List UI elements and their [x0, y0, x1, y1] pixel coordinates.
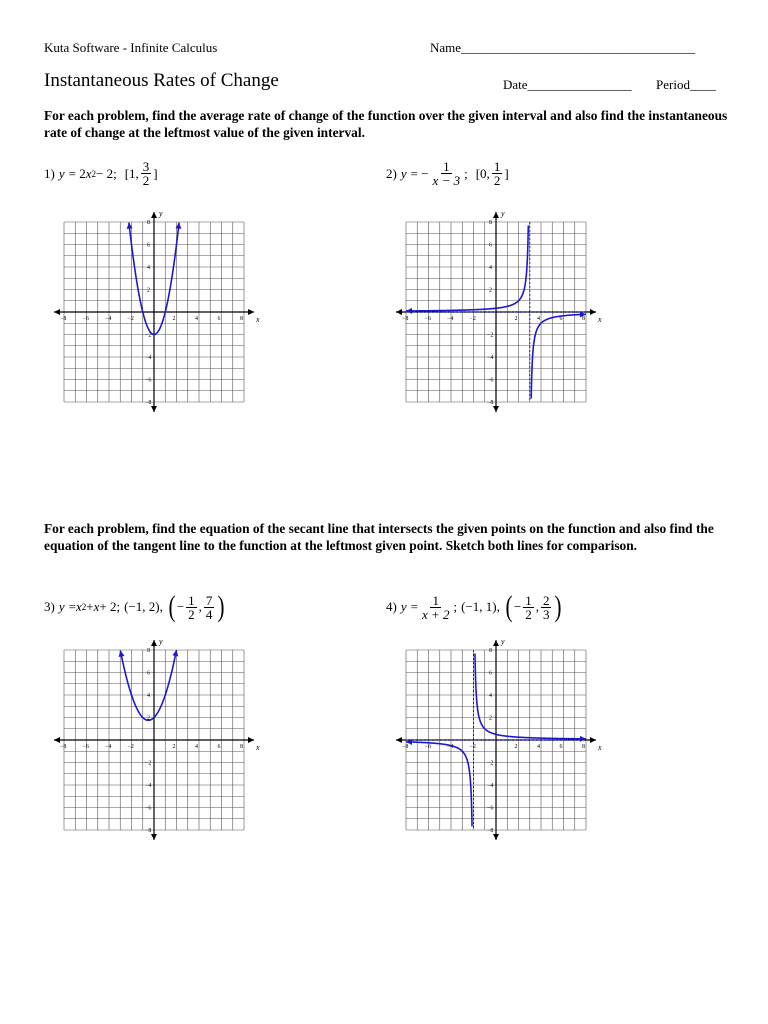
x-axis-arrow-right	[248, 737, 254, 743]
x-tick-label: 4	[195, 316, 198, 322]
y-axis-arrow-up	[493, 212, 499, 218]
x-tick-label: 4	[537, 316, 540, 322]
graph-2	[394, 208, 606, 424]
y-tick-label: −8	[145, 400, 152, 406]
function-fraction	[431, 160, 463, 187]
denominator: 2	[188, 606, 195, 622]
y-tick-label: 6	[147, 670, 150, 677]
page-title: Instantaneous Rates of Change	[44, 70, 279, 91]
denominator: 3	[542, 606, 550, 622]
denominator: 2	[493, 173, 501, 188]
point-2-y	[204, 594, 215, 621]
x-axis-label: x	[598, 315, 602, 324]
rhs: =	[410, 599, 418, 614]
point-1: (−1, 1),	[461, 599, 500, 614]
graph-4	[394, 636, 606, 852]
var: x	[93, 599, 100, 614]
point-2-x	[186, 594, 197, 621]
x-axis-arrow-right	[590, 737, 596, 743]
rhs: = 2	[68, 165, 86, 181]
lhs: y	[400, 165, 407, 181]
x-tick-label: 2	[172, 316, 176, 322]
software-name: Kuta Software - Infinite Calculus	[44, 40, 218, 55]
curve-arrow	[580, 736, 586, 742]
minus: −	[176, 599, 185, 614]
y-tick-label: 8	[147, 648, 150, 654]
x-tick-label: −2	[469, 744, 476, 750]
x-tick-label: 2	[514, 744, 518, 750]
problem-number: 3)	[44, 599, 55, 614]
numerator: 1	[432, 592, 439, 608]
numerator: 3	[142, 159, 150, 174]
function-curve	[531, 314, 586, 398]
numerator: 1	[188, 592, 195, 608]
problem-number: 4)	[386, 599, 397, 614]
x-tick-label: −8	[60, 744, 67, 750]
lhs: y	[58, 599, 65, 614]
y-tick-label: −4	[145, 355, 152, 361]
y-tick-label: 2	[147, 287, 150, 294]
date-field[interactable]	[503, 77, 632, 93]
y-tick-label: −6	[145, 377, 152, 384]
y-tick-label: −6	[145, 805, 152, 812]
y-tick-label: −8	[487, 400, 494, 406]
period-label: Period	[656, 77, 690, 92]
numerator: 1	[443, 159, 450, 174]
y-axis-arrow-up	[151, 640, 157, 646]
x-tick-label: 6	[559, 744, 563, 750]
var: x	[75, 599, 82, 614]
problem-number: 2)	[386, 165, 397, 181]
y-tick-label: −4	[487, 783, 494, 789]
x-tick-label: 2	[172, 744, 176, 750]
denominator: 4	[205, 606, 213, 622]
numerator: 2	[542, 592, 550, 608]
name-field[interactable]	[430, 40, 695, 56]
interval-fraction	[141, 160, 152, 187]
x-tick-label: −6	[82, 316, 89, 322]
rhs: =	[68, 599, 76, 614]
rhs: +	[86, 599, 94, 614]
x-axis-arrow-right	[248, 309, 254, 315]
point-2-x	[523, 594, 534, 621]
rhs: − 2;	[96, 165, 117, 181]
name-line: ____________________________________	[461, 40, 696, 55]
problem-number: 1)	[44, 165, 55, 181]
x-axis-arrow-left	[54, 737, 60, 743]
interval-close: ]	[504, 165, 509, 181]
comma: ,	[198, 599, 202, 614]
instructions-part1: For each problem, find the average rate of change of the function over the given interval and also find the instantaneous rate of change at the leftmost value of the given interval.	[44, 108, 728, 140]
y-tick-label: 4	[147, 265, 150, 271]
denominator: 2	[525, 606, 532, 622]
lhs: y	[58, 165, 65, 181]
y-tick-label: 4	[489, 265, 492, 271]
y-tick-label: 2	[147, 715, 150, 722]
date-line: ________________	[527, 77, 632, 92]
y-axis-label: y	[159, 209, 163, 218]
x-tick-label: 8	[240, 316, 243, 322]
period-field[interactable]	[656, 77, 716, 93]
y-axis-label: y	[501, 637, 505, 646]
problem-3: 3) y = x 2 + x + 2; (−1, 2), ( − $\frac{1}{2}$ , $\frac{7}{4}$ )	[44, 590, 225, 623]
denominator: x + 2	[421, 606, 450, 622]
denominator: 2	[142, 173, 150, 188]
graph-1	[52, 208, 264, 424]
x-tick-label: −4	[105, 316, 112, 322]
numerator: 7	[205, 592, 213, 608]
y-tick-label: −6	[487, 377, 494, 384]
y-axis-arrow-down	[151, 406, 157, 412]
point-2-y	[541, 594, 552, 621]
x-tick-label: −2	[127, 744, 134, 750]
x-tick-label: −4	[447, 744, 454, 750]
y-tick-label: 8	[489, 648, 492, 654]
y-tick-label: 6	[147, 242, 150, 249]
y-tick-label: 6	[489, 242, 492, 249]
x-tick-label: 4	[195, 744, 198, 750]
x-axis-arrow-right	[590, 309, 596, 315]
separator: ;	[453, 599, 458, 614]
separator: ;	[464, 165, 468, 181]
problem-1	[44, 160, 158, 187]
y-tick-label: 4	[489, 693, 492, 699]
x-tick-label: 8	[582, 744, 585, 750]
x-tick-label: −4	[105, 744, 112, 750]
minus: −	[513, 599, 522, 614]
function-curve	[120, 650, 176, 720]
x-tick-label: 6	[217, 744, 221, 750]
graph-3	[52, 636, 264, 852]
interval-open: [1,	[124, 165, 139, 181]
y-tick-label: 6	[489, 670, 492, 677]
y-axis-label: y	[501, 209, 505, 218]
var: x	[85, 165, 92, 181]
x-axis-label: x	[256, 315, 260, 324]
function-fraction	[420, 594, 452, 621]
x-tick-label: 2	[514, 316, 518, 322]
numerator: 1	[493, 159, 501, 174]
x-tick-label: −6	[82, 744, 89, 750]
comma: ,	[535, 599, 539, 614]
x-tick-label: −8	[402, 316, 409, 322]
x-tick-label: −2	[469, 316, 476, 322]
y-tick-label: −4	[145, 783, 152, 789]
x-tick-label: 8	[240, 744, 243, 750]
y-tick-label: −2	[145, 332, 152, 339]
y-tick-label: 8	[489, 220, 492, 226]
denominator: x − 3	[432, 173, 461, 188]
numerator: 1	[525, 592, 532, 608]
y-tick-label: 2	[489, 287, 492, 294]
x-axis-label: x	[598, 743, 602, 752]
y-tick-label: −2	[487, 332, 494, 339]
x-tick-label: 6	[217, 316, 221, 322]
y-tick-label: −4	[487, 355, 494, 361]
x-tick-label: −4	[447, 316, 454, 322]
lhs: y	[400, 599, 407, 614]
rhs: = −	[410, 165, 429, 181]
y-axis-arrow-down	[493, 406, 499, 412]
interval-open: [0,	[475, 165, 490, 181]
x-tick-label: 6	[559, 316, 563, 322]
y-tick-label: −2	[487, 760, 494, 767]
y-tick-label: −8	[487, 828, 494, 834]
y-tick-label: 8	[147, 220, 150, 226]
x-tick-label: −8	[402, 744, 409, 750]
x-axis-arrow-left	[396, 309, 402, 315]
x-tick-label: −6	[424, 316, 431, 322]
period-line: ____	[689, 77, 716, 92]
y-axis-arrow-up	[493, 640, 499, 646]
x-axis-arrow-left	[396, 737, 402, 743]
x-tick-label: −2	[127, 316, 134, 322]
instructions-part2: For each problem, find the equation of the secant line that intersects the given points on the function and also find the equation of the tangent line to the function at the leftmost given point. Sketch both lines for comparison.	[44, 521, 714, 553]
function-curve	[406, 225, 528, 311]
y-tick-label: −6	[487, 805, 494, 812]
exponent: 2	[81, 602, 87, 612]
interval-close: ]	[153, 165, 158, 181]
curve-arrow	[172, 650, 178, 656]
problem-4: 4) y = $\frac{1}{x + 2}$ ; (−1, 1), ( − $\frac{1}{2}$ , $\frac{2}{3}$ )	[386, 590, 562, 623]
x-axis-label: x	[256, 743, 260, 752]
name-label: Name	[430, 40, 462, 55]
y-axis-arrow-up	[151, 212, 157, 218]
date-label: Date	[503, 77, 528, 92]
x-tick-label: −8	[60, 316, 67, 322]
y-tick-label: −2	[145, 760, 152, 767]
y-tick-label: 2	[489, 715, 492, 722]
y-axis-arrow-down	[151, 834, 157, 840]
curve-arrow	[406, 308, 412, 314]
y-axis-arrow-down	[493, 834, 499, 840]
y-tick-label: −8	[145, 828, 152, 834]
x-tick-label: −6	[424, 744, 431, 750]
point-1: (−1, 2),	[124, 599, 163, 614]
exponent: 2	[91, 168, 96, 179]
interval-fraction	[492, 160, 503, 187]
x-tick-label: 4	[537, 744, 540, 750]
y-axis-label: y	[159, 637, 163, 646]
y-tick-label: 4	[147, 693, 150, 699]
x-tick-label: 8	[582, 316, 585, 322]
curve-arrow	[119, 651, 125, 657]
rhs: + 2;	[99, 599, 121, 614]
problem-2	[386, 160, 509, 187]
x-axis-arrow-left	[54, 309, 60, 315]
